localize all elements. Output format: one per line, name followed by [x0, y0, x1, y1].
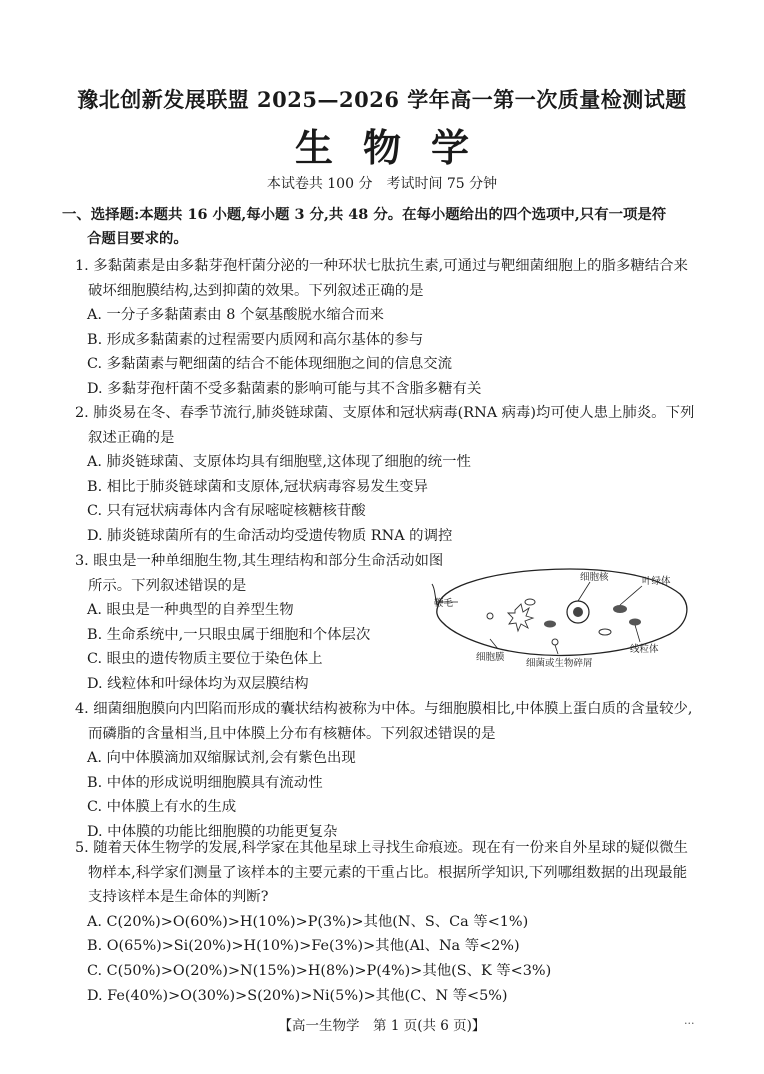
footer-marker: ... — [684, 1014, 695, 1027]
option-b: B. 生命系统中,一只眼虫属于细胞和个体层次 — [87, 626, 371, 643]
option-d: D. Fe(40%)>O(30%)>S(20%)>Ni(5%)>其他(C、N 等<5%) — [87, 987, 508, 1004]
question-stem: 2. 肺炎易在冬、春季节流行,肺炎链球菌、支原体和冠状病毒(RNA 病毒)均可使人患上肺炎。下列叙述正确的是 — [75, 405, 695, 446]
option-c: C. C(50%)>O(20%)>N(15%)>H(8%)>P(4%)>其他(S、K 等<3%) — [87, 962, 552, 979]
page-footer: 【高一生物学 第 1 页(共 6 页)】 — [278, 1018, 486, 1034]
section-heading — [62, 203, 702, 251]
option-c: C. 眼虫的遗传物质主要位于染色体上 — [87, 651, 323, 668]
option-d: D. 中体膜的功能比细胞膜的功能更复杂 — [87, 823, 338, 840]
leader-line — [635, 625, 640, 642]
option-d: D. 线粒体和叶绿体均为双层膜结构 — [87, 675, 309, 692]
question-1 — [75, 254, 700, 402]
chloroplast-shape — [544, 621, 556, 628]
stigma-shape — [508, 604, 533, 631]
chloroplast-shape — [613, 605, 627, 613]
option-a: A. 眼虫是一种典型的自养型生物 — [87, 602, 294, 619]
label-nucleus: 细胞核 — [580, 572, 609, 583]
question-4 — [75, 697, 700, 845]
exam-title: 豫北创新发展联盟 2025—2026 学年高一第一次质量检测试题 — [77, 87, 687, 112]
label-debris: 细菌或生物碎屑 — [526, 658, 593, 669]
option-a: A. 一分子多黏菌素由 8 个氨基酸脱水缩合而来 — [87, 307, 384, 324]
option-b: B. 中体的形成说明细胞膜具有流动性 — [87, 774, 323, 791]
nucleolus-shape — [573, 607, 583, 617]
question-5 — [75, 836, 700, 1008]
label-membrane: 细胞膜 — [476, 652, 505, 663]
option-a: A. C(20%)>O(60%)>H(10%)>P(3%)>其他(N、S、Ca 等<1%) — [87, 913, 529, 930]
option-d: D. 肺炎链球菌所有的生命活动均受遗传物质 RNA 的调控 — [87, 527, 453, 544]
leader-line — [555, 645, 558, 654]
option-c: C. 中体膜上有水的生成 — [87, 799, 237, 816]
vacuole-shape — [552, 639, 558, 645]
section-heading-line1: 一、选择题:本题共 16 小题,每小题 3 分,共 48 分。在每小题给出的四个选项中,只有一项是符 — [62, 206, 667, 223]
option-d: D. 多黏芽孢杆菌不受多黏菌素的影响可能与其不含脂多糖有关 — [87, 380, 482, 397]
exam-info: 本试卷共 100 分 考试时间 75 分钟 — [266, 176, 498, 192]
label-flagellum: 鞭毛 — [434, 598, 454, 609]
leader-line — [620, 586, 642, 605]
option-a: A. 肺炎链球菌、支原体均具有细胞壁,这体现了细胞的统一性 — [87, 454, 471, 471]
option-c: C. 只有冠状病毒体内含有尿嘧啶核糖核苷酸 — [87, 503, 366, 520]
option-b: B. 形成多黏菌素的过程需要内质网和高尔基体的参与 — [87, 331, 424, 348]
question-stem: 4. 细菌细胞膜向内凹陷而形成的囊状结构被称为中体。与细胞膜相比,中体膜上蛋白质的含量较少,而磷脂的含量相当,且中体膜上分布有核糖体。下列叙述错误的是 — [75, 701, 693, 742]
option-c: C. 多黏菌素与靶细菌的结合不能体现细胞之间的信息交流 — [87, 356, 453, 373]
chloroplast-shape — [629, 619, 641, 626]
question-stem: 5. 随着天体生物学的发展,科学家在其他星球上寻找生命痕迹。现在有一份来自外星球的疑似微生物样本,科学家们测量了该样本的主要元素的干重占比。根据所学知识,下列哪组数据的出现最能支持该样本是生命体的判断? — [75, 840, 688, 906]
euglena-diagram — [430, 554, 692, 672]
subject-title: 生物学 — [294, 125, 499, 170]
label-chloroplast: 叶绿体 — [642, 576, 671, 587]
option-b: B. 相比于肺炎链球菌和支原体,冠状病毒容易发生变异 — [87, 478, 428, 495]
leader-line — [578, 582, 590, 601]
option-a: A. 向中体膜滴加双缩脲试剂,会有紫色出现 — [87, 750, 356, 767]
label-mitochondria: 线粒体 — [630, 644, 659, 655]
option-b: B. O(65%)>Si(20%)>H(10%)>Fe(3%)>其他(Al、Na 等<2%) — [87, 938, 520, 955]
mitochondria-shape — [525, 599, 535, 605]
question-2 — [75, 401, 700, 549]
section-heading-line2: 合题目要求的。 — [87, 230, 188, 247]
mitochondria-shape — [599, 629, 611, 635]
vacuole-shape — [487, 613, 493, 619]
question-stem: 3. 眼虫是一种单细胞生物,其生理结构和部分生命活动如图所示。下列叙述错误的是 — [75, 553, 444, 594]
question-stem: 1. 多黏菌素是由多黏芽孢杆菌分泌的一种环状七肽抗生素,可通过与靶细菌细胞上的脂多糖结合来破坏细胞膜结构,达到抑菌的效果。下列叙述正确的是 — [75, 258, 688, 299]
